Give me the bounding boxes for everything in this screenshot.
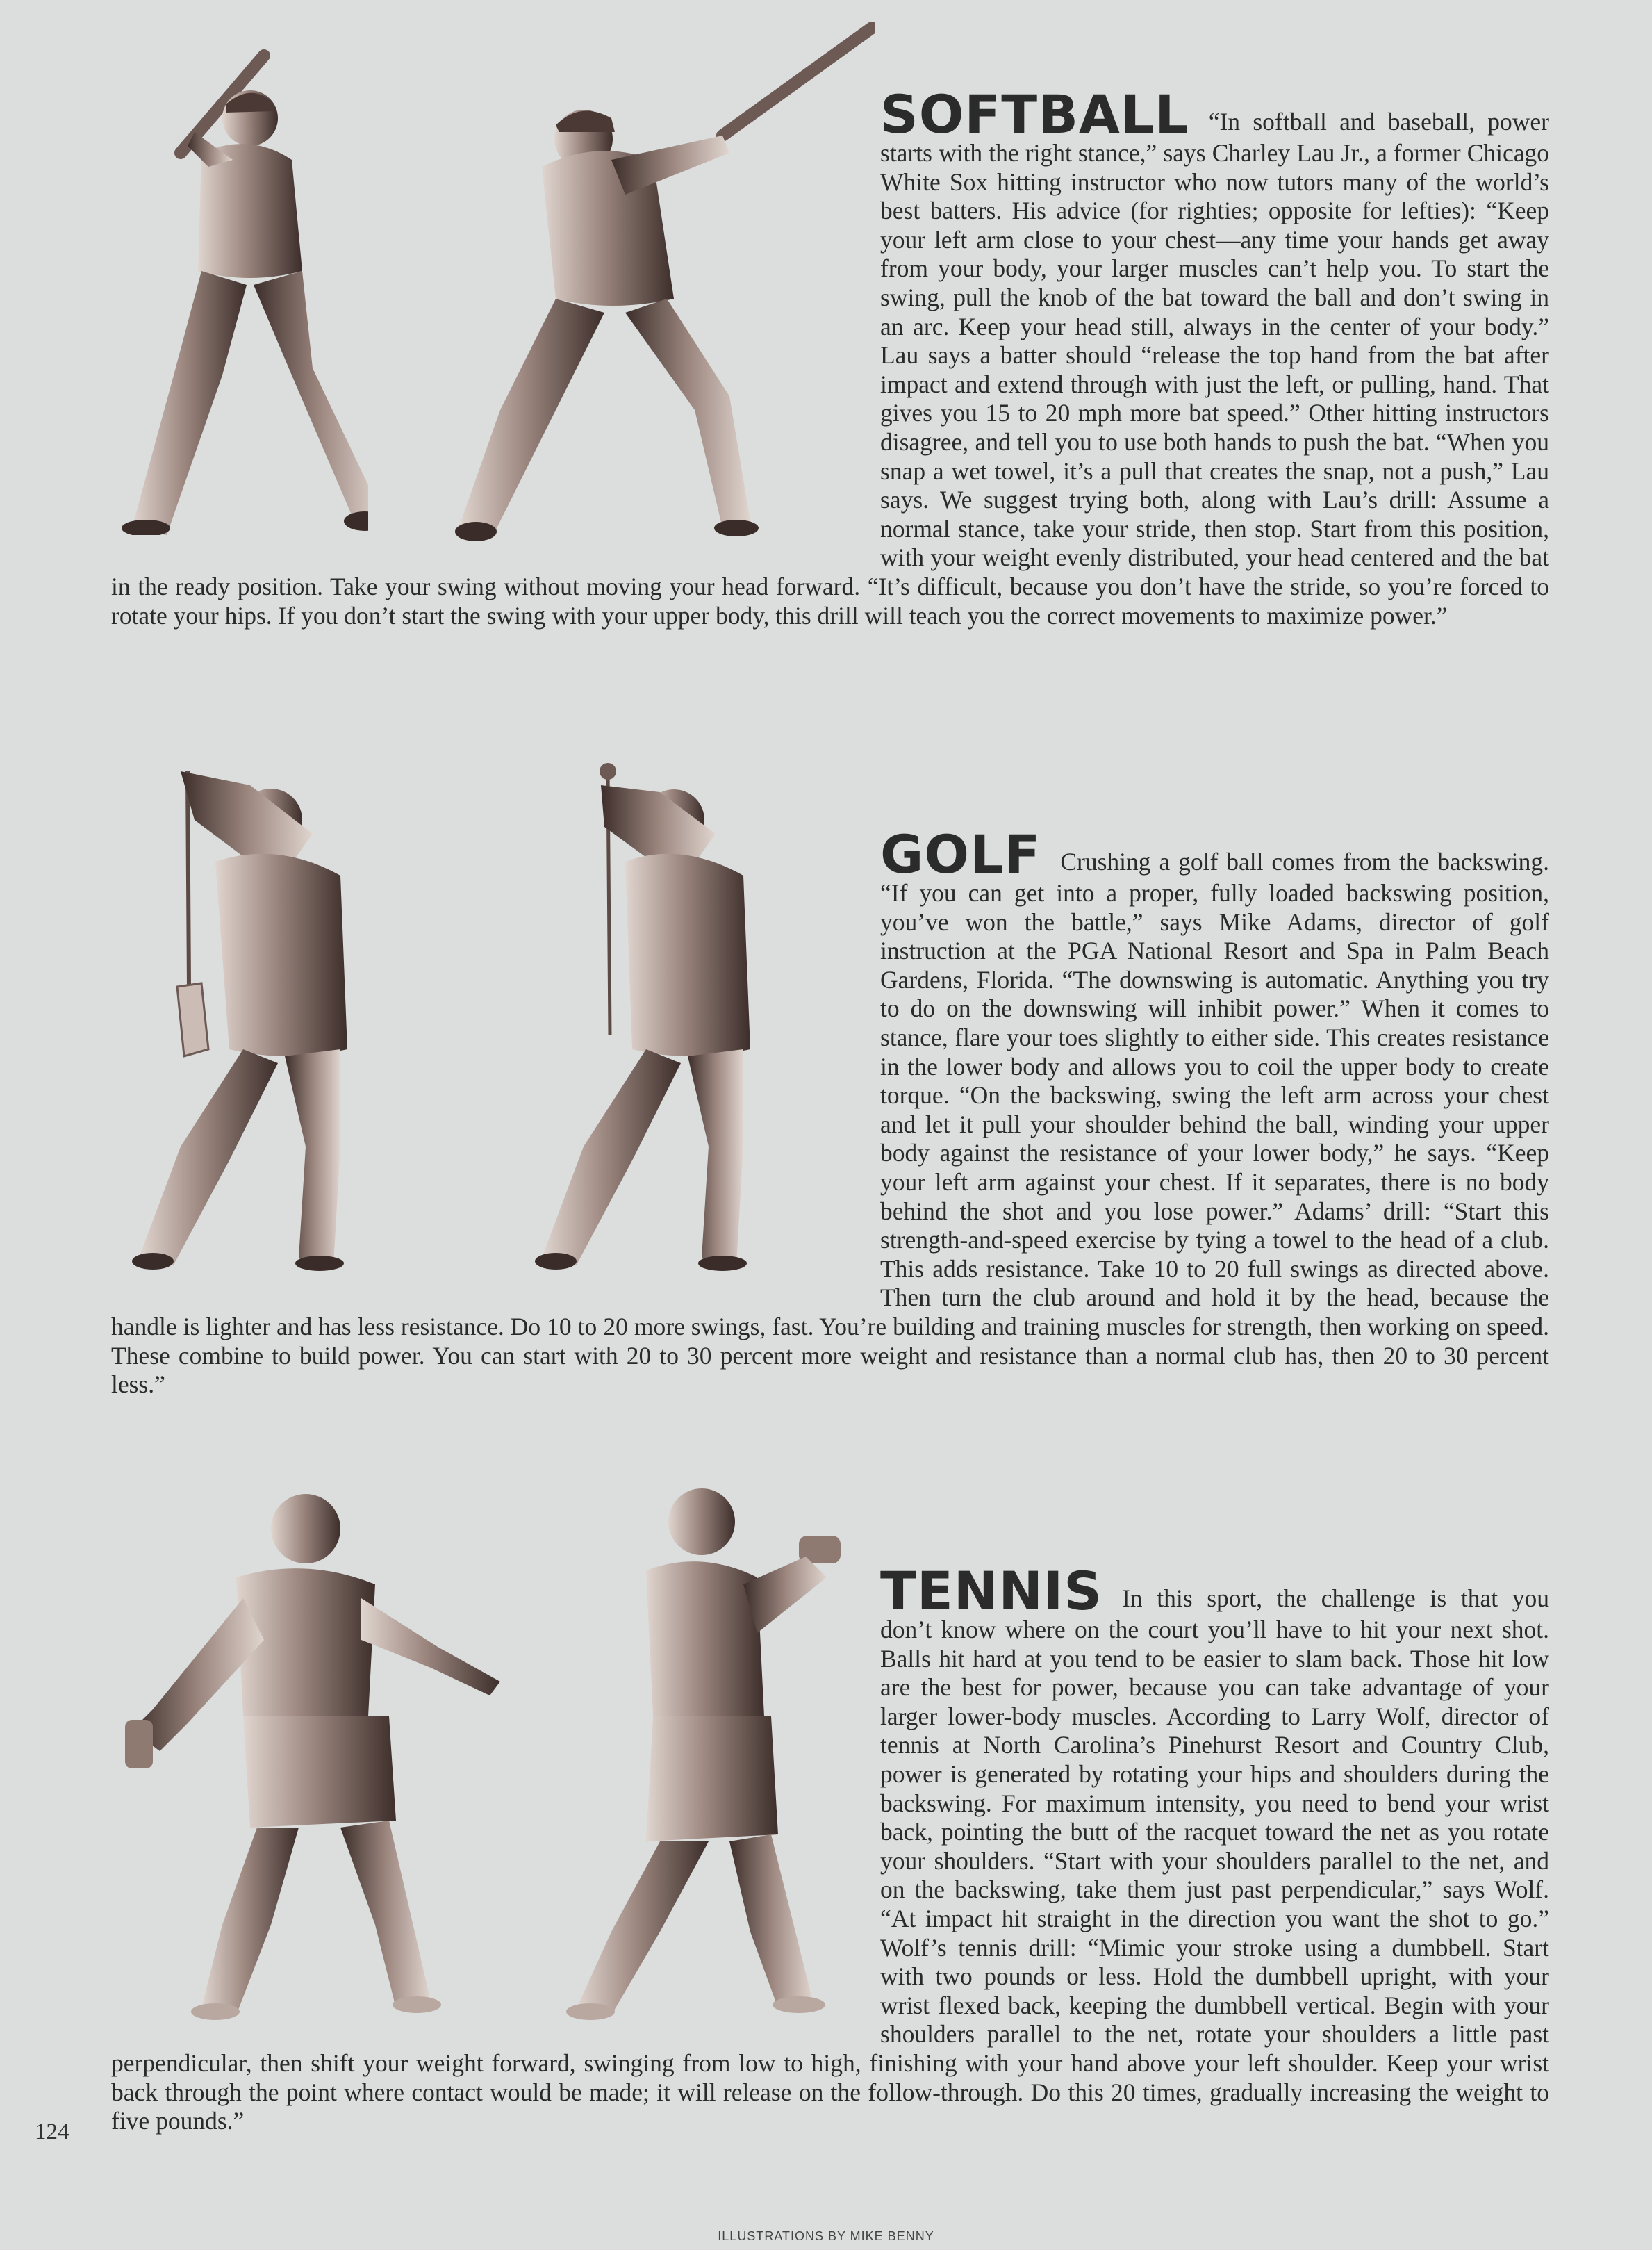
golf-section [111,823,1549,1399]
golf-body: Crushing a golf ball comes from the backswing. “If you can get into a proper, fully loaded backswing position, you’ve won the battle,” says Mike Adams, director of golf instruction at the PGA National Resort and Spa in Palm Beach Gardens, Florida. “The downswing is automatic. Anything you try to do on the downswing will inhibit power.” When it comes to stance, flare your toes slightly to either side. This creates resistance in the lower body and allows you to coil the upper body to create torque. “On the backswing, swing the left arm across your chest and let it pull your shoulder behind the ball, winding your upper body against the resistance of your lower body,” he says. “Keep your left arm against your chest. If it separates, there is no body behind the shot and you lose power.” Adams’ drill: “Start this strength-and-speed exercise by tying a towel to the head of a club. This adds resistance. Take 10 to 20 full swings as directed above. Then turn the club around and hold it by the head, because the handle is lighter and has less resistance. Do 10 to 20 more swings, fast. You’re building and training muscles for strength, then working on speed. These combine to build power. You can start with 20 to 30 percent more weight and resistance than a normal club has, then 20 to 30 percent less.” [111,848,1549,1399]
golf-heading: GOLF [880,823,1041,885]
page-number: 124 [35,2119,69,2144]
tennis-body: In this sport, the challenge is that you don’t know where on the court you’ll have to hit your next shot. Balls hit hard at you tend to be easier to slam back. Those hit low are the best for power, because you can take advantage of your larger lower-body muscles. According to Larry Wolf, director of tennis at North Carolina’s Pinehurst Resort and Country Club, power is generated by rotating your hips and shoulders during the backswing. For maximum intensity, you need to bend your wrist back, pointing the butt of the racquet toward the net as you rotate your shoulders. “Start with your shoulders parallel to the net, and on the backswing, take them just past perpendicular,” says Wolf. “At impact hit straight in the direction you want the shot to go.” Wolf’s tennis drill: “Mimic your stroke using a dumbbell. Start with two pounds or less. Hold the dumbbell upright, with your wrist flexed back, keeping the dumbbell vertical. Begin with your shoulders parallel to the net, rotate your shoulders a little past perpendicular, then shift your weight forward, swinging from low to high, finishing with your hand above your left shoulder. Keep your wrist back through the point where contact would be made; it will release on the follow-through. Do this 20 times, gradually increasing the weight to five pounds.” [111,1584,1549,2135]
softball-heading: SOFTBALL [880,83,1189,145]
tennis-section [111,1560,1549,2136]
tennis-heading: TENNIS [880,1560,1102,1622]
illustration-credit: ILLUSTRATIONS BY MIKE BENNY [718,2229,934,2243]
softball-section [111,83,1549,630]
softball-body: “In softball and baseball, power starts with the right stance,” says Charley Lau Jr., a former Chicago White Sox hitting instructor who now tutors many of the world’s best batters. His advice (for righties; opposite for lefties): “Keep your left arm close to your chest—any time your hands get away from your body, your larger muscles can’t help you. To start the swing, pull the knob of the bat toward the ball and don’t swing in an arc. Keep your head still, always in the center of your body.” Lau says a batter should “release the top hand from the bat after impact and extend through with just the left, or pulling, hand. That gives you 15 to 20 mph more bat speed.” Other hitting instructors disagree, and tell you to use both hands to push the bat. “When you snap a wet towel, it’s a pull that creates the snap, not a push,” Lau says. We suggest trying both, along with Lau’s drill: Assume a normal stance, take your stride, then stop. Start from this position, with your weight evenly distributed, your head centered and the bat in the ready position. Take your swing without moving your head forward. “It’s difficult, because you don’t have the stride, so you’re forced to rotate your hips. If you don’t start the swing with your upper body, this drill will teach you the correct movements to maximize power.” [111,108,1549,630]
